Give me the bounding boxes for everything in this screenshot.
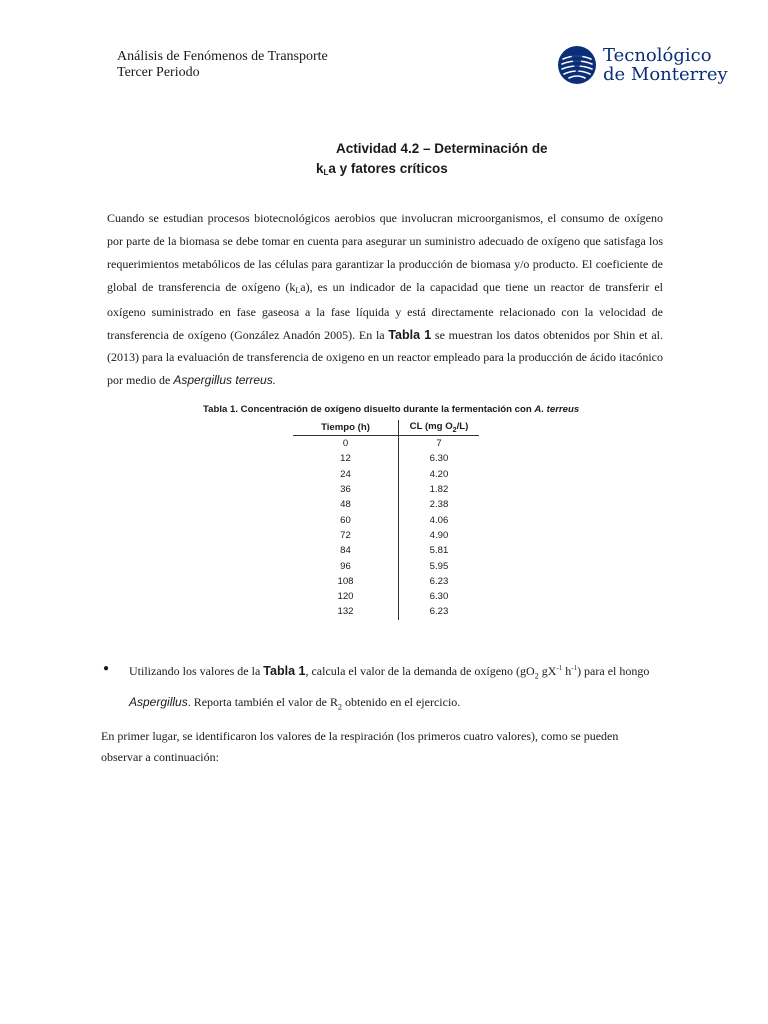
- cell-cl: 1.82: [399, 482, 480, 497]
- kla-k: k: [316, 161, 324, 176]
- tec-seal-icon: [557, 45, 597, 85]
- kla-subscript: L: [323, 168, 329, 177]
- cell-time: 36: [340, 484, 351, 496]
- table-row: [293, 543, 479, 558]
- cell-time: 48: [340, 499, 351, 511]
- logo-line-2: de Monterrey: [603, 64, 728, 85]
- cell-cl: 4.20: [399, 467, 480, 482]
- table-row: [293, 467, 479, 482]
- tabla-reference-2: Tabla 1: [263, 664, 306, 678]
- table-row: [293, 558, 479, 573]
- organism-name: Aspergillus terreus.: [173, 373, 277, 388]
- table-row: [293, 574, 479, 589]
- cell-cl: 5.81: [399, 543, 480, 558]
- bullet-dot-icon: ●: [103, 663, 110, 674]
- cell-time: 108: [337, 575, 354, 587]
- tec-logo: [557, 42, 727, 88]
- tabla-reference: Tabla 1: [388, 327, 432, 342]
- table-row: [293, 436, 479, 452]
- cell-time: 12: [340, 453, 351, 465]
- period-label: Tercer Periodo: [117, 65, 200, 80]
- cell-time: 96: [340, 560, 351, 572]
- cell-time: 24: [340, 468, 351, 480]
- bullet-item: [103, 655, 663, 721]
- table-row: [293, 451, 479, 466]
- cell-cl: 2.38: [399, 497, 480, 512]
- document-header: [117, 49, 328, 81]
- table-row: [293, 482, 479, 497]
- title-line-1: Actividad 4.2 – Determinación de: [336, 141, 548, 156]
- table-row: [293, 512, 479, 527]
- cell-time: 132: [337, 606, 354, 618]
- title-line-2-rest: a y fatores críticos: [328, 161, 448, 176]
- cell-time: 120: [337, 591, 354, 603]
- cell-time: 72: [340, 529, 351, 541]
- col-header-cl: CL (mg $O_2/L$): [399, 420, 480, 436]
- intro-text-2: a), es un indicador de la capacidad que tiene un reactor de transferir el oxígeno suministrado en fase gaseosa a la fase líquida y está directamente relacionado con la velocidad de transferencia de oxígeno (González Anadón 2005). En la: [107, 279, 663, 342]
- cell-cl: 7: [399, 436, 480, 452]
- logo-wordmark: [603, 46, 728, 84]
- cell-time: 0: [342, 438, 349, 450]
- table-row: [293, 497, 479, 512]
- organism-name-2: Aspergillus: [129, 695, 188, 710]
- logo-line-1: Tecnológico: [603, 45, 712, 66]
- cell-cl: 4.06: [399, 512, 480, 527]
- cell-cl: 6.30: [399, 451, 480, 466]
- col-header-time: Tiempo (h): [293, 420, 399, 436]
- bullet-text: Utilizando los valores de la Tabla 1, calcula el valor de la demanda de oxígeno ($gO_2$ $gX^{-1}$ $h^{-1}$) para el hongo Aspergillus. Reporta también el valor de $R_2$ obtenido en el ejercicio.: [129, 664, 650, 712]
- intro-paragraph: [107, 207, 663, 392]
- table-row: [293, 528, 479, 543]
- cell-cl: 6.23: [399, 604, 480, 619]
- cell-cl: 4.90: [399, 528, 480, 543]
- title-line-2: [316, 159, 448, 181]
- cell-time: 84: [340, 545, 351, 557]
- caption-text: Tabla 1. Concentración de oxígeno disuelto durante la fermentación con: [203, 404, 535, 415]
- kla-subscript-body: L: [295, 285, 301, 295]
- intro-text-1: Cuando se estudian procesos biotecnológicos aerobios que involucran microorganismos, el consumo de oxígeno por parte de la biomasa se debe tomar en cuenta para asegurar un suministro adecuado de oxígeno que satisfaga los requerimientos metabólicos de las células para garantizar la producción de biomasa y/o producto. El coeficiente de global de transferencia de oxígeno (k: [107, 211, 663, 294]
- followup-paragraph: En primer lugar, se identificaron los valores de la respiración (los primeros cuatro valores), como se pueden observar a continuación:: [101, 729, 619, 764]
- intro-text-3: se muestran los datos obtenidos por Shin et al. (2013) para la evaluación de transferencia de oxigeno en un reactor empleado para la producción de ácido itacónico por medio de: [107, 327, 663, 388]
- table-row: [293, 589, 479, 604]
- oxygen-table: [293, 420, 479, 620]
- cell-cl: 6.30: [399, 589, 480, 604]
- cell-cl: 5.95: [399, 558, 480, 573]
- cell-time: 60: [340, 514, 351, 526]
- table-row: [293, 604, 479, 619]
- table-caption: [203, 404, 579, 415]
- course-name: Análisis de Fenómenos de Transporte: [117, 49, 328, 64]
- table-body: [293, 436, 479, 620]
- cell-cl: 6.23: [399, 574, 480, 589]
- caption-organism: A. terreus: [534, 404, 580, 415]
